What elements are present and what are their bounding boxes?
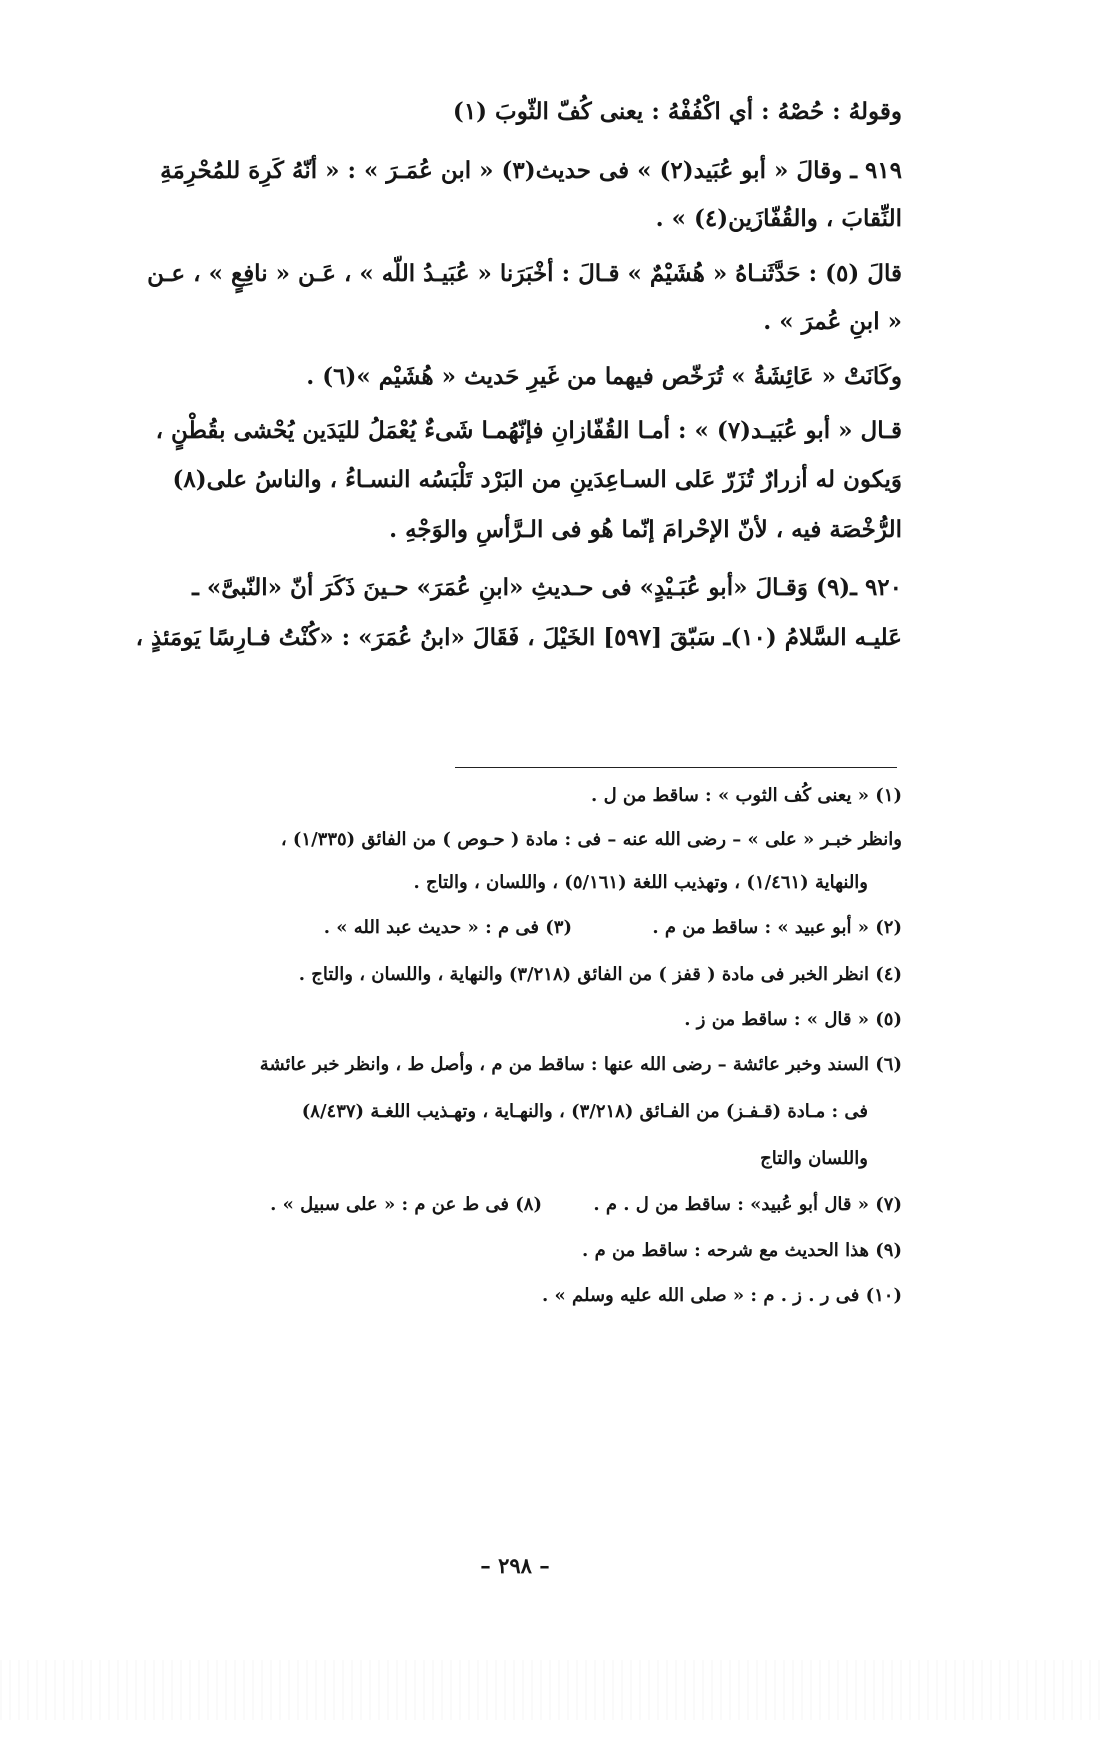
footnote-line: والنهاية (١/٤٦١) ، وتهذيب اللغة (٥/١٦١) ، واللسان ، والتاج . [413, 872, 868, 893]
footnote-divider [455, 767, 897, 768]
footnote-line: (٨) فى ط عن م : « على سبيل » . [270, 1194, 542, 1215]
text-line: عَليـه السَّلامُ (١٠)ـ سَبّقَ [٥٩٧] الخَيْلَ ، فَقَالَ «ابنُ عُمَرَ» : «كُنْتُ فـارِسًا يَومَئذٍ ، [135, 624, 902, 651]
footnote-line: (٤) انظر الخبر فى مادة ( قفز ) من الفائق (٣/٢١٨) والنهاية ، واللسان ، والتاج . [298, 964, 902, 985]
page-number: – ٢٩٨ – [480, 1553, 550, 1578]
text-line: الرُّخْصَة فيه ، لأنّ الإحْرامَ إنّما هُو فى الـرَّأسِ والوَجْهِ . [389, 516, 902, 543]
text-line: ٩١٩ ـ وقالَ « أبو عُبَيد(٢) » فى حديث(٣) « ابن عُمَـرَ » : « أنّهُ كَرِهَ للمُحْرِمَةِ [160, 157, 902, 184]
text-line: النِّقابَ ، والقُفّازَين(٤) » . [655, 205, 902, 232]
text-line: « ابنِ عُمرَ » . [763, 308, 902, 335]
footnote-line: (٩) هذا الحديث مع شرحه : ساقط من م . [582, 1240, 902, 1261]
footnote-line: (١٠) فى ر . ز . م : « صلى الله عليه وسلم » . [541, 1285, 902, 1306]
text-line: قالَ (٥) : حَدَّثَنـاهُ « هُشَيْمٌ » قـالَ : أخْبَرَنا « عُبَيـدُ اللّه » ، عَـن « نافِعٍ » ، عـن [147, 260, 902, 287]
footnote-line: (٧) « قال أبو عُبيد» : ساقط من ل . م . [593, 1194, 902, 1215]
footnote-line: وانظر خبـر « على » – رضى الله عنه – فى : مادة ( حـوص ) من الفائق (١/٣٣٥) ، [280, 829, 902, 850]
footnote-line: (٢) « أبو عبيد » : ساقط من م . [652, 917, 902, 938]
text-line: وقولهُ : حُصْهُ : أي اكْفُفْهُ : يعنى كُفّ الثّوبَ (١) [452, 98, 902, 125]
footnote-line: (١) « يعنى كُف الثوب » : ساقط من ل . [591, 785, 902, 806]
footnote-line: (٦) السند وخبر عائشة – رضى الله عنها : ساقط من م ، وأصل ط ، وانظر خبر عائشة [259, 1054, 902, 1075]
text-line: ٩٢٠ ـ(٩) وَقـالَ «أبو عُبَـيْدٍ» فى حـديثِ «ابنِ عُمَرَ» حـينَ ذَكَرَ أنّ «النّبىَّ» ـ [192, 574, 902, 601]
footnote-line: فى : مـادة (قـفـز) من الفـائق (٣/٢١٨) ، والنهـاية ، وتهـذيب اللغـة (٨/٤٣٧) [301, 1101, 868, 1122]
footnote-line: واللسان والتاج [760, 1148, 868, 1169]
text-line: وَيكون له أزرارٌ تُزَرّ عَلى السـاعِدَينِ من البَرْد تَلْبَسُه النسـاءُ ، والناسُ على(٨) [172, 466, 902, 493]
text-line: وكَانَتْ « عَائِشَةُ » تُرَخّص فيهما من غَيرِ حَديث « هُشَيْم »(٦) . [306, 363, 902, 390]
footnote-line: (٥) « قال » : ساقط من ز . [684, 1009, 902, 1030]
text-line: قـال « أبو عُبَيـد(٧) » : أمـا القُفّازانِ فإنّهُمـا شَىءٌ يُعْمَلُ لليَدَين يُحْشى بقُطْنٍ ، [155, 417, 902, 444]
footnote-line: (٣) فى م : « حديث عبد الله » . [323, 917, 572, 938]
scan-artifact [0, 1660, 1102, 1720]
